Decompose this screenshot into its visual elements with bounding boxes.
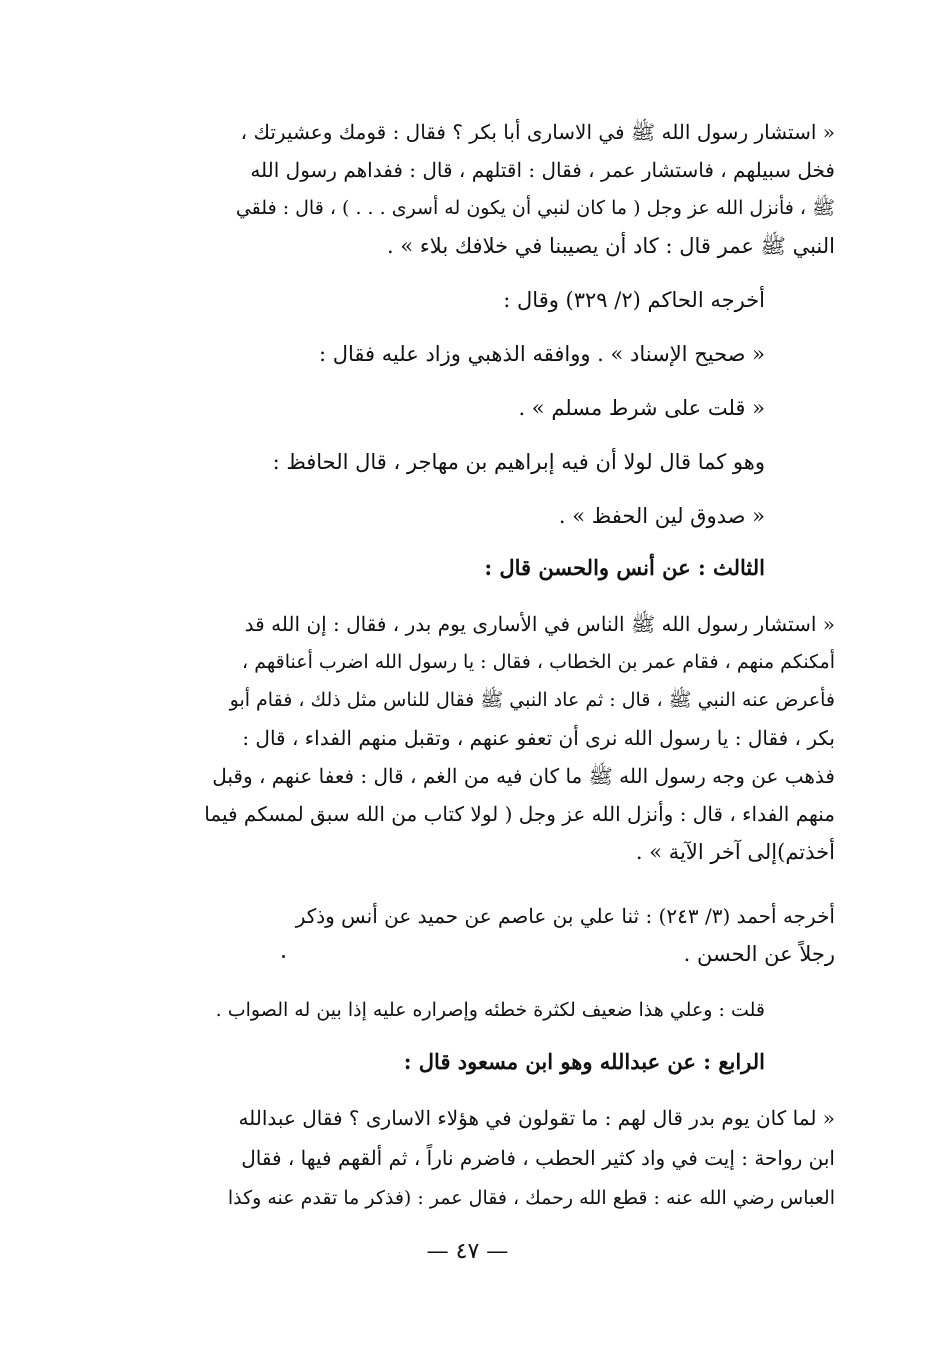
page-number: — ٤٧ — xyxy=(426,1239,509,1264)
text-line: أخذتم)إلى آخر الآية » . xyxy=(635,840,835,864)
text-line: قلت : وعلي هذا ضعيف لكثرة خطئه وإصراره عليه إذا بين له الصواب . xyxy=(215,999,765,1021)
text-line: بكر ، فقال : يا رسول الله نرى أن تعفو عنهم ، وتقبل منهم الفداء ، قال : xyxy=(242,726,835,750)
text-line: فأعرض عنه النبي ﷺ ، قال : ثم عاد النبي ﷺ فقال للناس مثل ذلك ، فقام أبو xyxy=(229,689,835,711)
text-line: منهم الفداء ، قال : وأنزل الله عز وجل ( لولا كتاب من الله سبق لمسكم فيما xyxy=(204,802,835,826)
text-line: فذهب عن وجه رسول الله ﷺ ما كان فيه من الغم ، قال : فعفا عنهم ، وقبل xyxy=(212,764,835,788)
text-line: ﷺ ، فأنزل الله عز وجل ( ما كان لنبي أن يكون له أسرى . . . ) ، قال : فلقي xyxy=(235,197,835,219)
text-line: « صدوق لين الحفظ » . xyxy=(558,504,765,528)
text-line: رجلاً عن الحسن . xyxy=(683,942,835,966)
text-line: أمكنكم منهم ، فقام عمر بن الخطاب ، فقال : يا رسول الله اضرب أعناقهم ، xyxy=(242,651,835,673)
ink-speck xyxy=(282,955,285,958)
text-line: « قلت على شرط مسلم » . xyxy=(518,396,765,420)
text-line: « لما كان يوم بدر قال لهم : ما تقولون في هؤلاء الاسارى ؟ فقال عبدالله xyxy=(238,1106,835,1130)
text-line: « استشار رسول الله ﷺ الناس في الأسارى يوم بدر ، فقال : إن الله قد xyxy=(244,612,835,636)
text-line: ابن رواحة : إيت في واد كثير الحطب ، فاضرم ناراً ، ثم ألقهم فيها ، فقال xyxy=(241,1146,835,1170)
text-line: وهو كما قال لولا أن فيه إبراهيم بن مهاجر ، قال الحافظ : xyxy=(272,450,765,474)
text-line: أخرجه أحمد (٣/ ٢٤٣) : ثنا علي بن عاصم عن حميد عن أنس وذكر xyxy=(295,904,835,928)
text-line: النبي ﷺ عمر قال : كاد أن يصيبنا في خلافك بلاء » . xyxy=(387,234,835,258)
section-heading: الثالث : عن أنس والحسن قال : xyxy=(484,555,765,580)
text-line: « صحيح الإسناد » . ووافقه الذهبي وزاد عليه فقال : xyxy=(318,342,765,366)
text-line: العباس رضي الله عنه : قطع الله رحمك ، فقال عمر : (فذكر ما تقدم عنه وكذا xyxy=(227,1187,835,1209)
text-line: أخرجه الحاكم (٢/ ٣٢٩) وقال : xyxy=(503,288,765,312)
text-line: فخل سبيلهم ، فاستشار عمر ، فقال : اقتلهم ، قال : ففداهم رسول الله xyxy=(250,158,835,182)
text-line: « استشار رسول الله ﷺ في الاسارى أبا بكر ؟ فقال : قومك وعشيرتك ، xyxy=(240,120,835,144)
section-heading: الرابع : عن عبدالله وهو ابن مسعود قال : xyxy=(403,1049,765,1074)
